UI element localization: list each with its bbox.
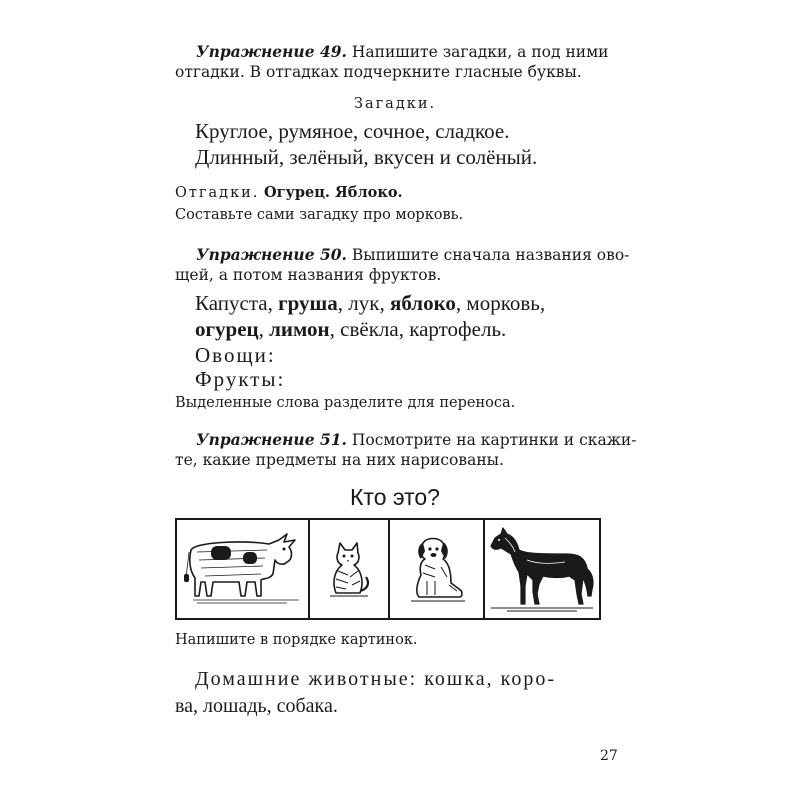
- words-line-1: [195, 290, 545, 317]
- exercise-51-heading: [175, 430, 637, 470]
- words-line-2: [195, 316, 506, 343]
- exercise-49-title: Упражнение 49.: [196, 42, 347, 61]
- answers-line: [175, 183, 403, 203]
- exercise-49-task: Составьте сами загадку про морковь.: [175, 207, 464, 223]
- word-segment-bold: груша: [278, 291, 338, 315]
- exercise-51-task: Напишите в порядке картинок.: [175, 632, 418, 648]
- answers-text: Огурец. Яблоко.: [264, 184, 403, 201]
- word-segment: , морковь,: [455, 291, 546, 315]
- riddles-heading: Загадки.: [353, 96, 437, 112]
- fruits-label: Фрукты:: [195, 367, 286, 391]
- vegetables-label: Овощи:: [195, 343, 276, 367]
- answer-line-1: Домашние животные: кошка, коро-: [195, 668, 556, 690]
- exercise-49-text-line1: Напишите загадки, а под ними: [351, 43, 609, 61]
- exercise-49-text-line2: отгадки. В отгадках подчеркните гласные буквы.: [175, 63, 582, 81]
- cat-illustration: [326, 539, 372, 599]
- word-segment-bold: огурец: [195, 317, 259, 341]
- dog-picture: [390, 520, 485, 618]
- animal-pictures-strip: [175, 518, 601, 620]
- horse-illustration: [487, 524, 597, 614]
- exercise-50-text-line1: Выпишите сначала названия ово-: [351, 246, 630, 264]
- exercise-50-task: Выделенные слова разделите для переноса.: [175, 395, 516, 411]
- riddle-1: Круглое, румяное, сочное, сладкое.: [195, 119, 510, 143]
- cow-picture: [177, 520, 310, 618]
- word-segment: ,: [258, 317, 270, 341]
- riddle-2: Длинный, зелёный, вкусен и солёный.: [195, 145, 538, 169]
- exercise-51-text-line1: Посмотрите на картинки и скажи-: [351, 431, 637, 449]
- horse-picture: [485, 520, 599, 618]
- picture-title: Кто это?: [350, 484, 440, 510]
- cow-illustration: [183, 530, 303, 608]
- answers-label: Отгадки.: [175, 185, 260, 201]
- exercise-50-title: Упражнение 50.: [196, 245, 347, 264]
- dog-illustration: [405, 533, 469, 605]
- word-segment: Капуста,: [195, 291, 279, 315]
- word-segment: , лук,: [337, 291, 390, 315]
- page-number: 27: [600, 748, 618, 764]
- exercise-50-heading: [175, 245, 630, 285]
- answer-line-2: ва, лошадь, собака.: [175, 695, 338, 717]
- exercise-51-title: Упражнение 51.: [196, 430, 347, 449]
- word-segment: , свёкла, картофель.: [329, 317, 507, 341]
- exercise-50-text-line2: щей, а потом названия фруктов.: [175, 266, 442, 284]
- exercise-51-text-line2: те, какие предметы на них нарисованы.: [175, 451, 504, 469]
- word-segment-bold: яблоко: [389, 291, 456, 315]
- exercise-49-heading: [175, 42, 615, 82]
- word-segment-bold: лимон: [269, 317, 330, 341]
- cat-picture: [310, 520, 390, 618]
